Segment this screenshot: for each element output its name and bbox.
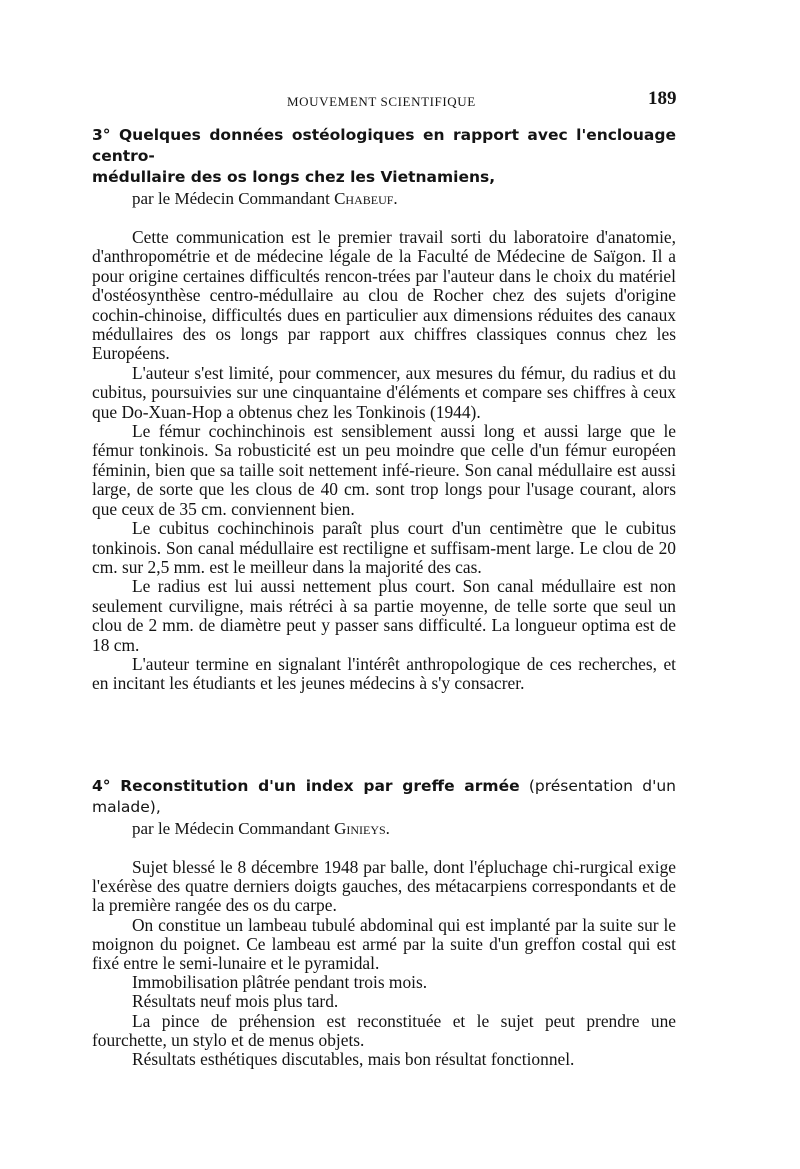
paragraph: L'auteur termine en signalant l'intérêt anthropologique de ces recherches, et en incitant les étudiants et les jeunes médecins à s'y consacrer.	[92, 653, 676, 694]
page-number: 189	[648, 88, 677, 109]
running-title: MOUVEMENT SCIENTIFIQUE	[287, 94, 476, 109]
paragraph: Résultats neuf mois plus tard.	[132, 991, 339, 1012]
author-suffix: .	[385, 819, 390, 838]
author-prefix: par le Médecin Commandant	[132, 189, 335, 208]
section-3	[92, 125, 676, 694]
paragraph: Le fémur cochinchinois est sensiblement aussi long et aussi large que le fémur tonkinois. Sa robusticité est un peu moindre que celle d'un fémur européen féminin, bien que sa taille soit nettement infé-rieure. Son canal médullaire est aussi large, de sorte que les clous de 40 cm. sont trop longs pour l'usage courant, alors que ceux de 35 cm. conviennent bien.	[92, 421, 676, 519]
section-3-author	[92, 188, 676, 210]
section-3-heading-line-2: médullaire des os longs chez les Vietnamiens,	[92, 168, 496, 186]
section-4-heading	[92, 776, 676, 818]
section-4-body	[92, 858, 676, 1069]
paragraph: Immobilisation plâtrée pendant trois mois.	[132, 972, 428, 993]
paragraph: On constitue un lambeau tubulé abdominal qui est implanté par la suite sur le moignon du poignet. Ce lambeau est armé par la suite d'un greffon costal qui est fixé entre le semi-lunaire et le pyramidal.	[92, 914, 676, 974]
author-prefix: par le Médecin Commandant	[132, 819, 335, 838]
author-name: Ginieys	[334, 819, 386, 838]
section-4-author	[92, 818, 676, 840]
paragraph: Cette communication est le premier travail sorti du laboratoire d'anatomie, d'anthropométrie et de médecine légale de la Faculté de Médecine de Saïgon. Il a pour origine certaines difficultés rencon-trées par l'auteur dans le choix du matériel d'ostéosynthèse centro-médullaire au clou de Rocher chez des sujets d'origine cochin-chinoise, difficultés dues en particulier aux dimensions réduites des canaux médullaires des os longs par rapport aux chiffres classiques connus chez les Européens.	[92, 227, 676, 364]
section-4-heading-bold: 4° Reconstitution d'un index par greffe armée	[92, 777, 520, 795]
paragraph: La pince de préhension est reconstituée et le sujet peut prendre une fourchette, un stylo et de menus objets.	[92, 1010, 676, 1050]
paragraph: Sujet blessé le 8 décembre 1948 par balle, dont l'épluchage chi-rurgical exige l'exérèse des quatre derniers doigts gauches, des métacarpiens correspondants et de la première rangée des os du carpe.	[92, 857, 676, 916]
author-suffix: .	[393, 189, 398, 208]
section-3-body	[92, 228, 676, 694]
section-4-heading-rest: (présentation d'un malade),	[92, 777, 676, 816]
paragraph: Le radius est lui aussi nettement plus court. Son canal médullaire est non seulement curviligne, mais rétréci à sa partie moyenne, de telle sorte que seul un clou de 2 mm. de diamètre peut y passer sans difficulté. La longueur optima est de 18 cm.	[92, 576, 676, 655]
paragraph: L'auteur s'est limité, pour commencer, aux mesures du fémur, du radius et du cubitus, poursuivies sur une cinquantaine d'éléments et compare ses chiffres à ceux que Do-Xuan-Hop a obtenus chez les Tonkinois (1944).	[92, 362, 676, 422]
running-header	[0, 88, 800, 116]
section-3-heading	[92, 125, 676, 188]
section-4	[92, 776, 676, 1069]
author-name: Chabeuf	[334, 189, 394, 208]
section-3-heading-line-1: 3° Quelques données ostéologiques en rapport avec l'enclouage centro-	[92, 126, 676, 165]
paragraph: Le cubitus cochinchinois paraît plus court d'un centimètre que le cubitus tonkinois. Son canal médullaire est rectiligne et suffisam-ment large. Le clou de 20 cm. sur 2,5 mm. est le meilleur dans la majorité des cas.	[92, 518, 676, 577]
paragraph: Résultats esthétiques discutables, mais bon résultat fonctionnel.	[132, 1049, 575, 1070]
